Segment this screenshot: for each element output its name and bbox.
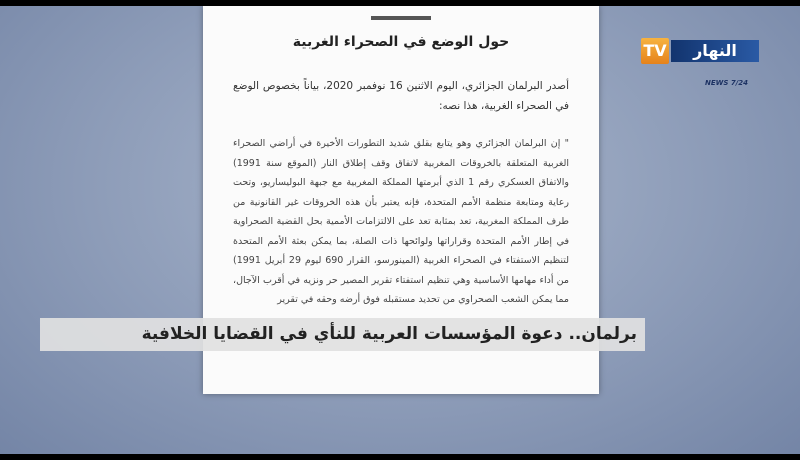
document-title: حول الوضع في الصحراء الغربية [292,34,510,50]
brand-name: النهار [671,40,759,62]
header-mark [371,16,431,20]
channel-logo [641,38,759,64]
video-frame [0,6,800,454]
document-body: " إن البرلمان الجزائري وهو يتابع بقلق شديد التطورات الأخيرة في أراضي الصحراء الغربية المتعلقة بالخروقات المغربية لاتفاق وقف إطلاق النار (الموقع سنة 1991) والاتفاق العسكري رقم 1 الذي أبرمتها المملكة المغربية مع جبهة البوليساريو، وتحت رعاية ومتابعة منظمة الأمم المتحدة، فإنه يعتبر بأن هذه الخروقات غير القانونية من طرف المملكة المغربية، تعد بمثابة تعد على الالتزامات الأممية بحل القضية الصحراوية في إطار الأمم المتحدة وقراراتها ولوائحها ذات الصلة، بما يمكن بعثة الأمم المتحدة لتنظيم الاستفتاء في الصحراء الغربية (المينورسو، القرار 690 ليوم 29 أبريل 1991) من أداء مهامها الأساسية وهي تنظيم استفتاء تقرير المصير حر ونزيه في أقرب الآجال، مما يمكن الشعب الصحراوي من تحديد مستقبله فوق أرضه وحقه في تقرير [233,138,570,305]
tv-logo-icon: TV [641,38,669,64]
news-caption: برلمان.. دعوة المؤسسات العربية للنأي في القضايا الخلافية [40,318,645,351]
logo-tagline: NEWS 7/24 [705,79,749,87]
document-intro: أصدر البرلمان الجزائري، اليوم الاثنين 16 نوفمبر 2020، بياناً بخصوص الوضع في الصحراء الغربية، هذا نصه: [233,80,569,112]
